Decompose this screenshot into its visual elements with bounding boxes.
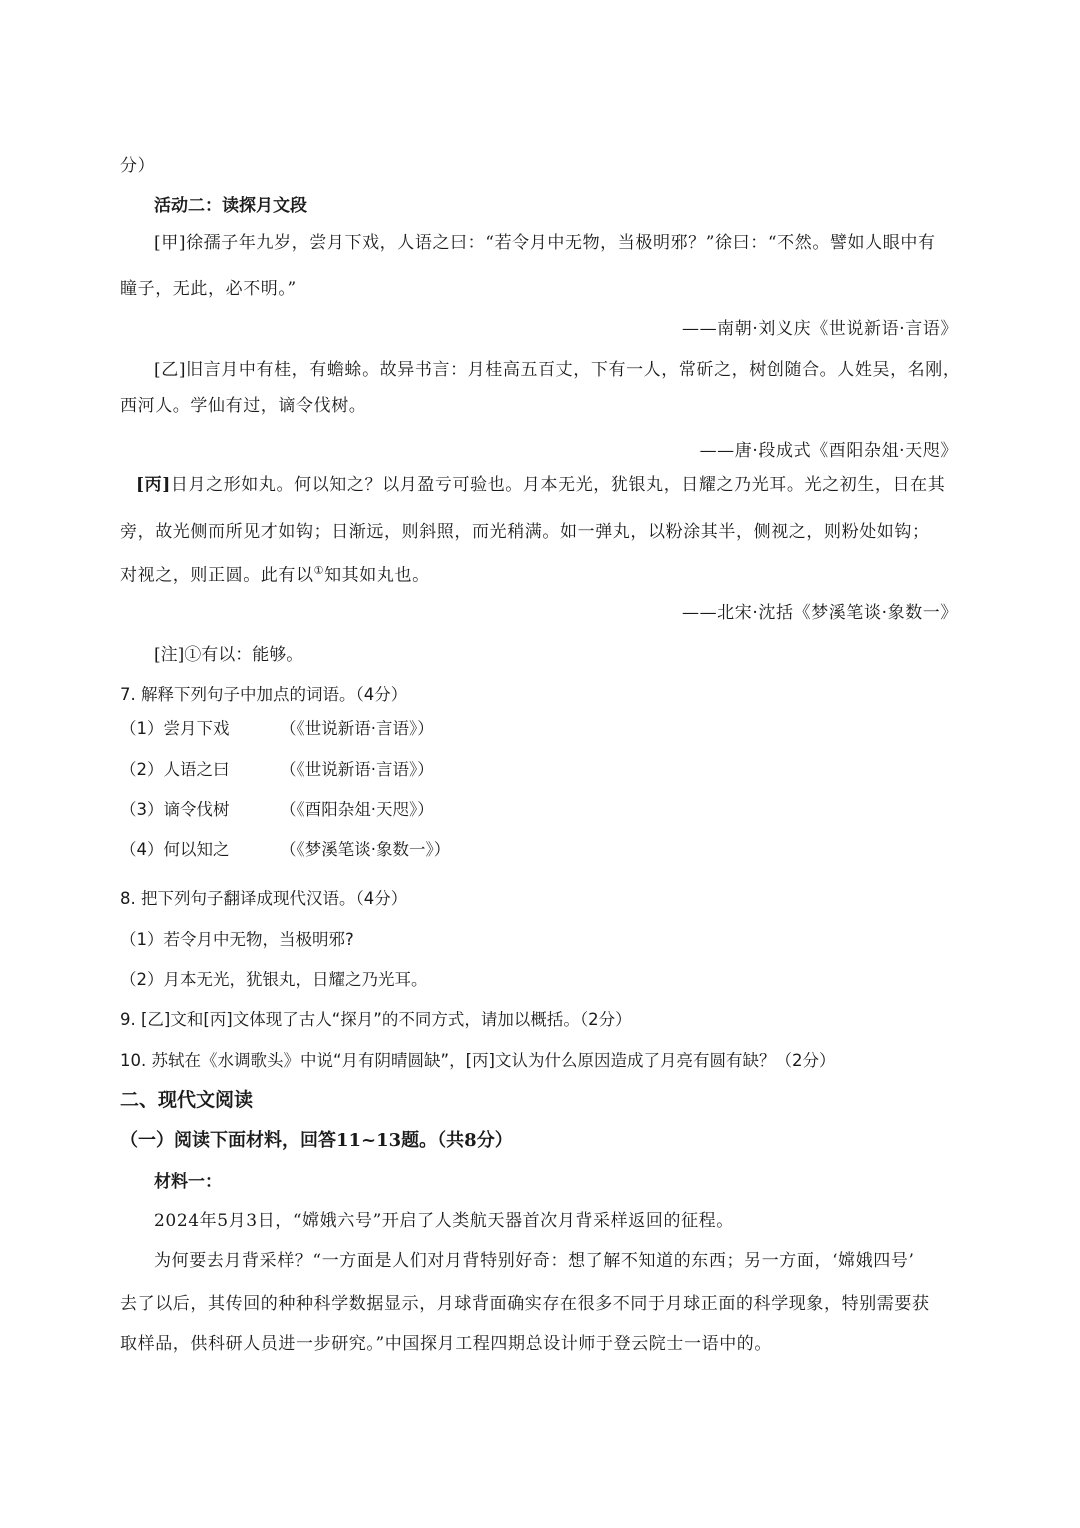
- passage-c-text3-post: 知其如丸也。: [324, 565, 430, 586]
- passage-c-source: ——北宋·沈括《梦溪笔谈·象数一》: [681, 603, 958, 623]
- section2-title: 二、现代文阅读: [120, 1089, 254, 1111]
- q8-stem: 8. 把下列句子翻译成现代汉语。（4分）: [120, 889, 408, 908]
- material1-p2-line3: 取样品，供科研人员进一步研究。”中国探月工程四期总设计师于登云院士一语中的。: [120, 1334, 772, 1354]
- activity2-title: 活动二：读探月文段: [154, 196, 307, 216]
- passage-c-line2: 旁，故光侧而所见才如钩；日渐远，则斜照，而光稍满。如一弹丸，以粉涂其半，侧视之，则粉处如钩；: [120, 522, 930, 542]
- q7-item: [120, 840, 960, 860]
- passage-c-line1: [136, 475, 960, 495]
- passage-a-text1: 徐孺子年九岁，尝月下戏，人语之曰：“若令月中无物，当极明邪？”徐曰：“不然。譬如人眼中有: [186, 233, 936, 253]
- footnote: [注]①有以：能够。: [154, 645, 304, 665]
- q9: 9. [乙]文和[丙]文体现了古人“探月”的不同方式，请加以概括。（2分）: [120, 1010, 632, 1029]
- q7-item: [120, 800, 960, 820]
- material1-label: 材料一：: [154, 1172, 222, 1192]
- passage-b-label: [乙]: [154, 360, 187, 380]
- passage-b-source: ——唐·段成式《酉阳杂俎·天咫》: [699, 441, 958, 461]
- q8-item: （2）月本无光，犹银丸，日耀之乃光耳。: [120, 970, 428, 989]
- q7-item-source: （《梦溪笔谈·象数一》）: [280, 840, 451, 859]
- q7-item-text: （4）何以知之: [120, 840, 230, 859]
- passage-c-text3-pre: 对视之，则正圆。此有以: [120, 565, 314, 586]
- q8-item: （1）若令月中无物，当极明邪?: [120, 930, 354, 949]
- q7-item-source: （《酉阳杂俎·天咫》）: [280, 800, 434, 819]
- material1-p1: 2024年5月3日，“嫦娥六号”开启了人类航天器首次月背采样返回的征程。: [154, 1211, 734, 1231]
- passage-b-text1: 旧言月中有桂，有蟾蜍。故异书言：月桂高五百丈，下有一人，常斫之，树创随合。人姓吴，名刚，: [186, 360, 961, 380]
- passage-c-line3: [120, 564, 960, 586]
- passage-c-label: [丙]: [136, 475, 171, 495]
- footnote-marker: ①: [313, 564, 325, 577]
- passage-a-label: [甲]: [154, 233, 187, 253]
- passage-a-line1: [154, 233, 960, 253]
- q7-stem: 7. 解释下列句子中加点的词语。（4分）: [120, 685, 408, 704]
- header-fragment: 分）: [120, 156, 156, 176]
- passage-b-line1: [154, 360, 960, 380]
- passage-c-text1: 日月之形如丸。何以知之？以月盈亏可验也。月本无光，犹银丸，日耀之乃光耳。光之初生，日在其: [170, 475, 946, 495]
- q7-item-source: （《世说新语·言语》）: [280, 719, 434, 738]
- q7-item-text: （1）尝月下戏: [120, 719, 230, 738]
- q7-item-text: （3）谪令伐树: [120, 800, 230, 819]
- q7-item-source: （《世说新语·言语》）: [280, 760, 434, 779]
- passage-a-line2: 瞳子，无此，必不明。”: [120, 279, 297, 299]
- material1-p2-line2: 去了以后，其传回的种种科学数据显示，月球背面确实存在很多不同于月球正面的科学现象，特别需要获: [120, 1294, 930, 1314]
- passage-b-line2: 西河人。学仙有过，谪令伐树。: [120, 396, 367, 416]
- passage-a-source: ——南朝·刘义庆《世说新语·言语》: [681, 319, 958, 339]
- q7-item-text: （2）人语之曰: [120, 760, 230, 779]
- q7-item: [120, 719, 960, 739]
- subsection1-title: （一）阅读下面材料，回答11~13题。（共8分）: [120, 1130, 513, 1151]
- q7-item: [120, 760, 960, 780]
- material1-p2-line1: 为何要去月背采样？“一方面是人们对月背特别好奇：想了解不知道的东西；另一方面，‘嫦娥四号’: [154, 1251, 915, 1271]
- q10: 10. 苏轼在《水调歌头》中说“月有阴晴圆缺”，[丙]文认为什么原因造成了月亮有圆有缺？（2分）: [120, 1051, 836, 1070]
